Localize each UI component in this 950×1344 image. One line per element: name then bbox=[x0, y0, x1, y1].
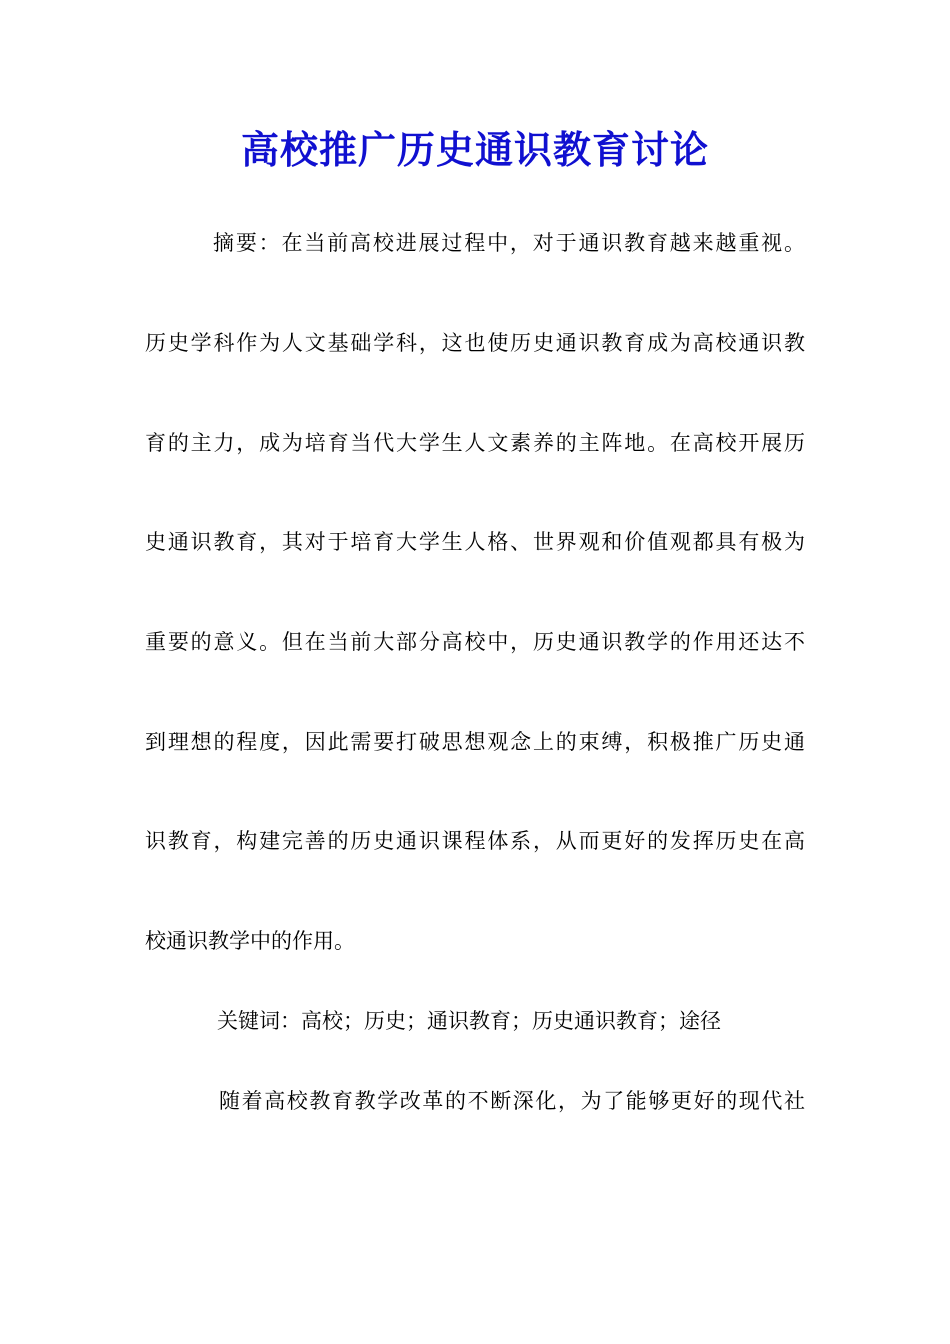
abstract-line: 重要的意义。但在当前大部分高校中，历史通识教学的作用还达不 bbox=[145, 630, 805, 654]
abstract-line: 摘要：在当前高校进展过程中，对于通识教育越来越重视。 bbox=[213, 231, 805, 255]
abstract-line: 到理想的程度，因此需要打破思想观念上的束缚，积极推广历史通 bbox=[145, 730, 805, 754]
abstract-line: 史通识教育，其对于培育大学生人格、世界观和价值观都具有极为 bbox=[145, 530, 805, 554]
abstract-line: 历史学科作为人文基础学科，这也使历史通识教育成为高校通识教 bbox=[145, 331, 805, 355]
abstract-line: 识教育，构建完善的历史通识课程体系，从而更好的发挥历史在高 bbox=[145, 829, 805, 853]
keywords-line: 关键词：高校；历史；通识教育；历史通识教育；途径 bbox=[217, 1009, 721, 1033]
body-paragraph-line: 随着高校教育教学改革的不断深化，为了能够更好的现代社 bbox=[219, 1089, 805, 1113]
abstract-line: 育的主力，成为培育当代大学生人文素养的主阵地。在高校开展历 bbox=[145, 431, 805, 455]
document-title: 高校推广历史通识教育讨论 bbox=[240, 127, 709, 172]
abstract-line: 校通识教学中的作用。 bbox=[145, 929, 355, 953]
